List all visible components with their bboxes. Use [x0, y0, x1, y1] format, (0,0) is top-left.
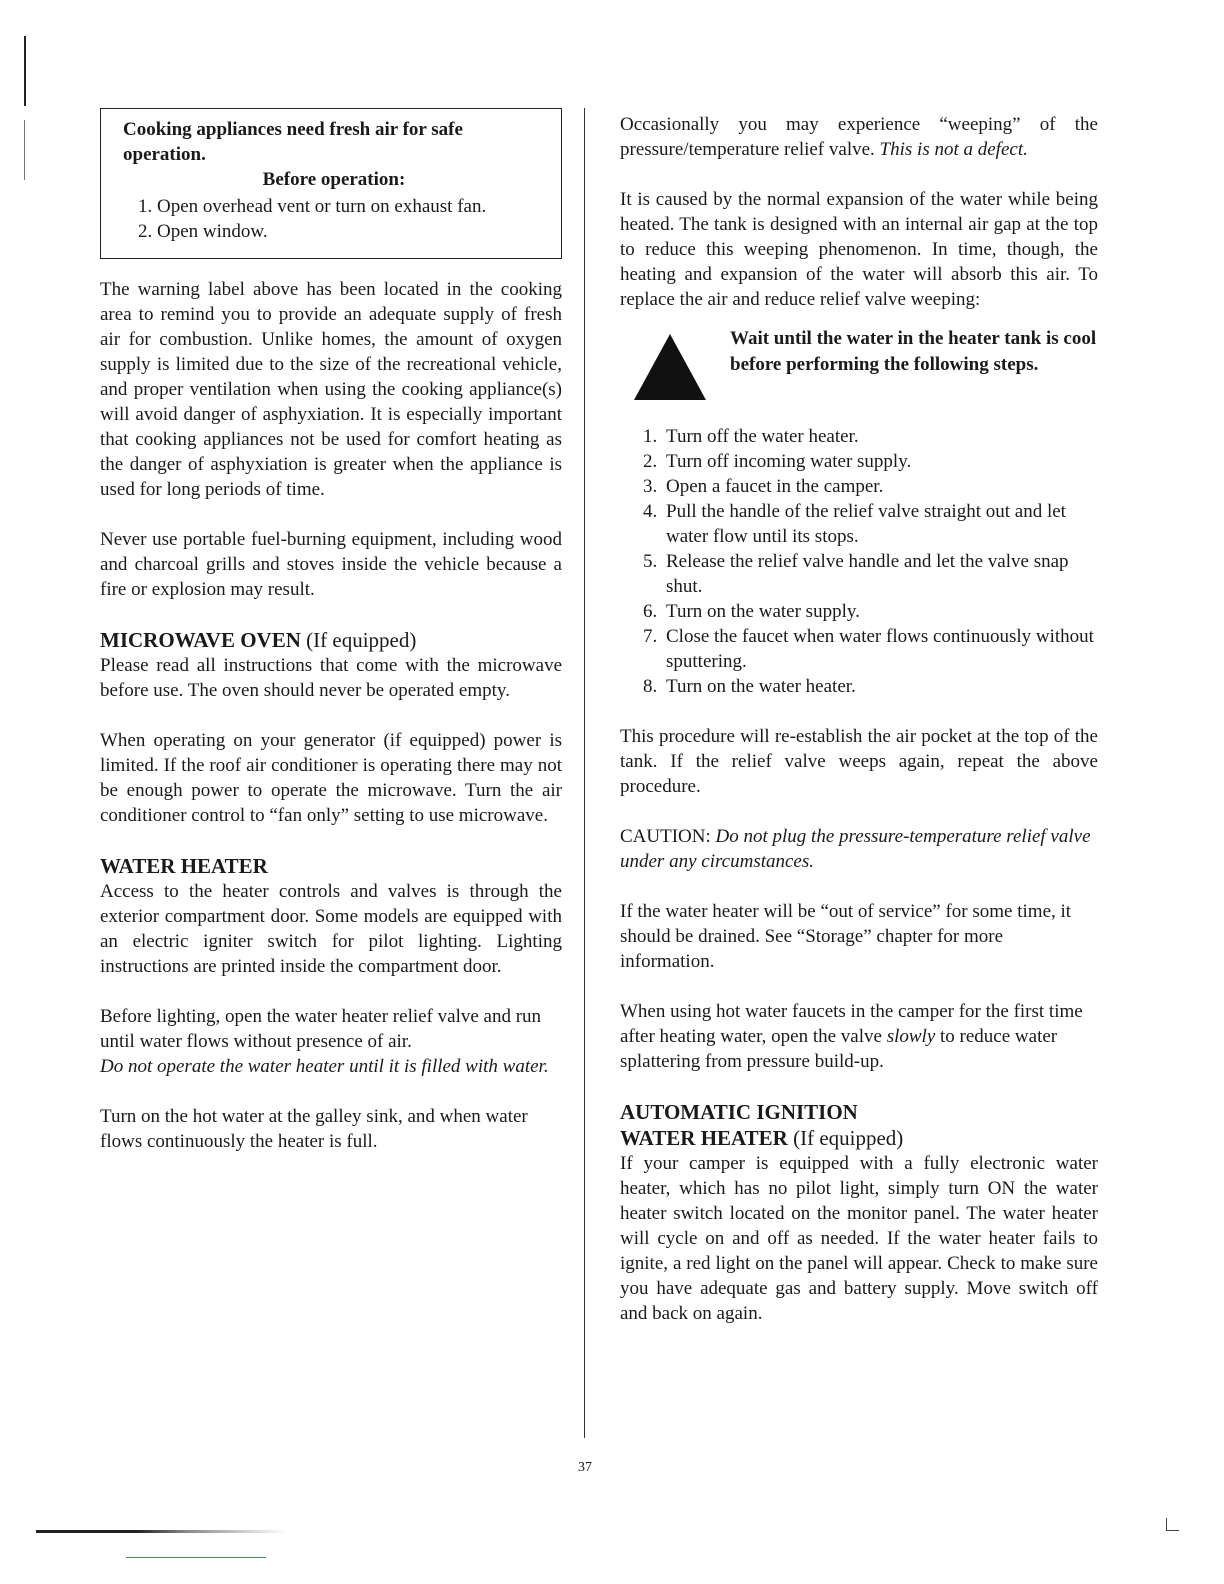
auto-ignition-subheading-text: WATER HEATER: [620, 1126, 788, 1150]
step-item: 4. Pull the handle of the relief valve straight out and let water flow until its stops.: [662, 499, 1098, 549]
water-heater-paragraph-1: Access to the heater controls and valves is through the exterior compartment door. Some models are equipped with an electric igniter switch for pilot lighting. Lighting instructions are printed inside the compartment door.: [100, 881, 562, 977]
water-heater-italic-note: [100, 1054, 562, 1079]
hot-water-end: to reduce water splattering from pressure build-up.: [620, 1026, 1058, 1072]
warning-title: Cooking appliances need fresh air for safe operation.: [123, 119, 463, 165]
hot-water-italic: slowly: [886, 1026, 936, 1047]
warning-item: 1. Open overhead vent or turn on exhaust fan.: [157, 194, 545, 219]
hot-water-paragraph: [620, 999, 1098, 1074]
microwave-heading: [100, 627, 562, 653]
water-heater-heading-text: WATER HEATER: [100, 854, 268, 878]
caution-label: CAUTION:: [620, 826, 711, 847]
weeping-paragraph: [620, 112, 1098, 162]
scan-margin-mark: [24, 36, 26, 106]
step-item: 7. Close the faucet when water flows continuously without sputtering.: [662, 624, 1098, 674]
warning-subtitle: Before operation:: [262, 169, 406, 190]
caution-alert: [620, 326, 1098, 406]
auto-ignition-suffix: (If equipped): [793, 1126, 904, 1150]
cause-paragraph: It is caused by the normal expansion of the water while being heated. The tank is designed with an internal air gap at the top to reduce this weeping phenomenon. In time, though, the heating and expansion of the water will absorb this air. To replace the air and reduce relief valve weeping:: [620, 189, 1098, 310]
warning-item: 2. Open window.: [157, 219, 545, 244]
microwave-heading-text: MICROWAVE OVEN: [100, 628, 301, 652]
water-heater-italic-text: Do not operate the water heater until it is filled with water.: [100, 1056, 549, 1077]
reestablish-paragraph: This procedure will re-establish the air pocket at the top of the tank. If the relief valve weeps again, repeat the above procedure.: [620, 726, 1098, 797]
step-item: 2. Turn off incoming water supply.: [662, 449, 1098, 474]
caution-paragraph: [620, 824, 1098, 874]
step-item: 5. Release the relief valve handle and let the valve snap shut.: [662, 549, 1098, 599]
left-column: [100, 108, 562, 1154]
microwave-paragraph-2: When operating on your generator (if equipped) power is limited. If the roof air conditioner is operating there may not be enough power to operate the microwave. Turn the air conditioner control to “fan only” setting to use microwave.: [100, 730, 562, 826]
warning-triangle-icon: [634, 334, 706, 400]
auto-ignition-subheading: [620, 1125, 1098, 1151]
cooking-warning-label: [100, 108, 562, 259]
scan-margin-mark: [24, 120, 25, 180]
warning-list: [123, 194, 545, 244]
blue-rule: [126, 1557, 266, 1558]
scan-corner-mark: [1166, 1518, 1179, 1531]
auto-ignition-heading: [620, 1099, 1098, 1125]
never-use-paragraph: Never use portable fuel-burning equipment, including wood and charcoal grills and stoves inside the vehicle because a fire or explosion may result.: [100, 529, 562, 600]
microwave-paragraph-1: Please read all instructions that come with the microwave before use. The oven should never be operated empty.: [100, 655, 562, 701]
hot-water-start: When using hot water faucets in the camper for the first time after heating water, open the valve: [620, 1001, 1083, 1047]
alert-text: Wait until the water in the heater tank is cool before performing the following steps.: [730, 328, 1097, 375]
scan-artifact-line: [36, 1530, 286, 1533]
step-item: 8. Turn on the water heater.: [662, 674, 1098, 699]
water-heater-paragraph-2: Before lighting, open the water heater relief valve and run until water flows without presence of air.: [100, 1006, 542, 1052]
relief-valve-steps: [620, 424, 1098, 699]
step-item: 6. Turn on the water supply.: [662, 599, 1098, 624]
page-number: 37: [578, 1460, 592, 1475]
step-item: 3. Open a faucet in the camper.: [662, 474, 1098, 499]
auto-ignition-heading-text: AUTOMATIC IGNITION: [620, 1100, 858, 1124]
right-column: [620, 112, 1098, 1326]
auto-ignition-paragraph: If your camper is equipped with a fully electronic water heater, which has no pilot light, simply turn ON the water heater switch located on the monitor panel. The water heater will cycle on and off as needed. If the water heater fails to ignite, a red light on the panel will appear. Check to make sure you have adequate gas and battery supply. Move switch off and back on again.: [620, 1153, 1098, 1324]
warning-label-paragraph: The warning label above has been located in the cooking area to remind you to provide an adequate supply of fresh air for combustion. Unlike homes, the amount of oxygen supply is limited due to the size of the recreational vehicle, and proper ventilation when using the cooking appliance(s) will avoid danger of asphyxiation. It is especially important that cooking appliances not be used for comfort heating as the danger of asphyxiation is greater when the appliance is used for long periods of time.: [100, 279, 562, 500]
weeping-text: Occasionally you may experience “weeping” of the pressure/temperature relief valve.: [620, 114, 1098, 160]
microwave-heading-suffix: (If equipped): [306, 628, 417, 652]
caution-text: Do not plug the pressure-temperature relief valve under any circumstances.: [620, 826, 1091, 872]
water-heater-paragraph-3: Turn on the hot water at the galley sink, and when water flows continuously the heater is full.: [100, 1106, 528, 1152]
water-heater-heading: [100, 853, 562, 879]
weeping-italic: This is not a defect.: [879, 139, 1028, 160]
step-item: 1. Turn off the water heater.: [662, 424, 1098, 449]
column-divider: [584, 108, 585, 1438]
out-of-service-paragraph: If the water heater will be “out of service” for some time, it should be drained. See “Storage” chapter for more information.: [620, 901, 1072, 972]
